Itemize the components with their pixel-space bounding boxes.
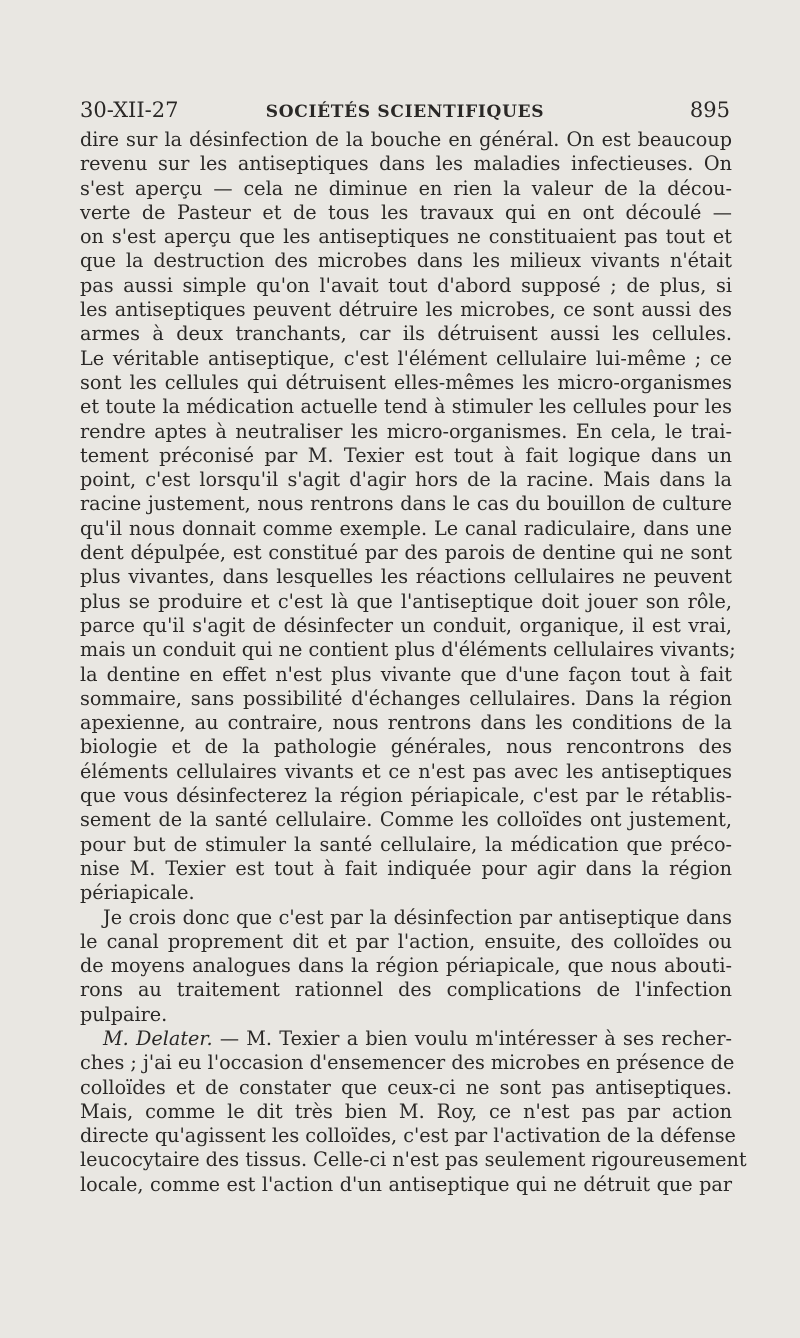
text-line: que vous désinfecterez la région périapicale, c'est par le rétablis- xyxy=(80,784,732,808)
text-line: Mais, comme le dit très bien M. Roy, ce n'est pas par action xyxy=(80,1099,732,1123)
text-line: s'est aperçu — cela ne diminue en rien la valeur de la décou- xyxy=(80,176,732,200)
text-line: sont les cellules qui détruisent elles-mêmes les micro-organismes xyxy=(80,370,732,394)
text-line: racine justement, nous rentrons dans le cas du bouillon de culture xyxy=(80,492,732,516)
text-line: leucocytaire des tissus. Celle-ci n'est pas seulement rigoureusement xyxy=(80,1148,747,1172)
text-line: le canal proprement dit et par l'action, ensuite, des colloïdes ou xyxy=(80,929,732,953)
text-line: nise M. Texier est tout à fait indiquée pour agir dans la région xyxy=(80,856,732,880)
text-line: Je crois donc que c'est par la désinfection par antiseptique dans xyxy=(103,905,732,929)
text-line: rendre aptes à neutraliser les micro-organismes. En cela, le trai- xyxy=(80,419,732,443)
text-line: directe qu'agissent les colloïdes, c'est par l'activation de la défense xyxy=(80,1124,736,1148)
text-line: que la destruction des microbes dans les milieux vivants n'était xyxy=(80,249,732,273)
speaker-name: M. Delater. xyxy=(103,1026,213,1050)
text-line: plus se produire et c'est là que l'antiseptique doit jouer son rôle, xyxy=(80,589,732,613)
text-line: revenu sur les antiseptiques dans les maladies infectieuses. On xyxy=(80,152,732,176)
running-header xyxy=(80,96,730,126)
text-line: armes à deux tranchants, car ils détruisent aussi les cellules. xyxy=(80,322,732,346)
text-line: point, c'est lorsqu'il s'agit d'agir hors de la racine. Mais dans la xyxy=(80,468,732,492)
text-line: ches ; j'ai eu l'occasion d'ensemencer des microbes en présence de xyxy=(80,1051,735,1075)
text-line xyxy=(80,1027,732,1051)
text-line: colloïdes et de constater que ceux-ci ne sont pas antiseptiques. xyxy=(80,1075,732,1099)
text-line: apexienne, au contraire, nous rentrons dans les conditions de la xyxy=(80,711,732,735)
header-title: SOCIÉTÉS SCIENTIFIQUES xyxy=(265,102,545,122)
text-line: sement de la santé cellulaire. Comme les colloïdes ont justement, xyxy=(80,808,732,832)
text-line: les antiseptiques peuvent détruire les microbes, ce sont aussi des xyxy=(80,298,732,322)
text-line: la dentine en effet n'est plus vivante que d'une façon tout à fait xyxy=(80,662,732,686)
text-line: pas aussi simple qu'on l'avait tout d'abord supposé ; de plus, si xyxy=(80,273,732,297)
text-line: pour but de stimuler la santé cellulaire, la médication que préco- xyxy=(80,832,732,856)
page-number: 895 xyxy=(689,98,730,122)
text-line: dent dépulpée, est constitué par des parois de dentine qui ne sont xyxy=(80,541,732,565)
text-line: Le véritable antiseptique, c'est l'élément cellulaire lui-même ; ce xyxy=(80,346,732,370)
header-date: 30-XII-27 xyxy=(80,98,179,122)
text-line: qu'il nous donnait comme exemple. Le canal radiculaire, dans une xyxy=(80,516,732,540)
text-line: dire sur la désinfection de la bouche en général. On est beaucoup xyxy=(80,128,732,151)
text-line: de moyens analogues dans la région périapicale, que nous abouti- xyxy=(80,954,732,978)
text-line: sommaire, sans possibilité d'échanges cellulaires. Dans la région xyxy=(80,686,732,710)
text-line: on s'est aperçu que les antiseptiques ne constituaient pas tout et xyxy=(80,225,732,249)
body-text xyxy=(80,128,747,1197)
text-line: rons au traitement rationnel des complications de l'infection xyxy=(80,978,732,1002)
text-line: tement préconisé par M. Texier est tout à fait logique dans un xyxy=(80,443,732,467)
text-line: mais un conduit qui ne contient plus d'éléments cellulaires vivants; xyxy=(80,638,736,662)
text-line: locale, comme est l'action d'un antiseptique qui ne détruit que par xyxy=(80,1172,732,1196)
text-line: plus vivantes, dans lesquelles les réactions cellulaires ne peuvent xyxy=(80,565,732,589)
line-text: — M. Texier a bien voulu m'intéresser à ses recher- xyxy=(212,1026,733,1050)
text-line: parce qu'il s'agit de désinfecter un conduit, organique, il est vrai, xyxy=(80,613,732,637)
text-line: périapicale. xyxy=(80,881,195,905)
text-line: et toute la médication actuelle tend à stimuler les cellules pour les xyxy=(80,395,732,419)
text-line: verte de Pasteur et de tous les travaux qui en ont découlé — xyxy=(80,200,732,224)
text-line: pulpaire. xyxy=(80,1002,168,1026)
text-line: biologie et de la pathologie générales, nous rencontrons des xyxy=(80,735,732,759)
text-line: éléments cellulaires vivants et ce n'est pas avec les antiseptiques xyxy=(80,759,732,783)
